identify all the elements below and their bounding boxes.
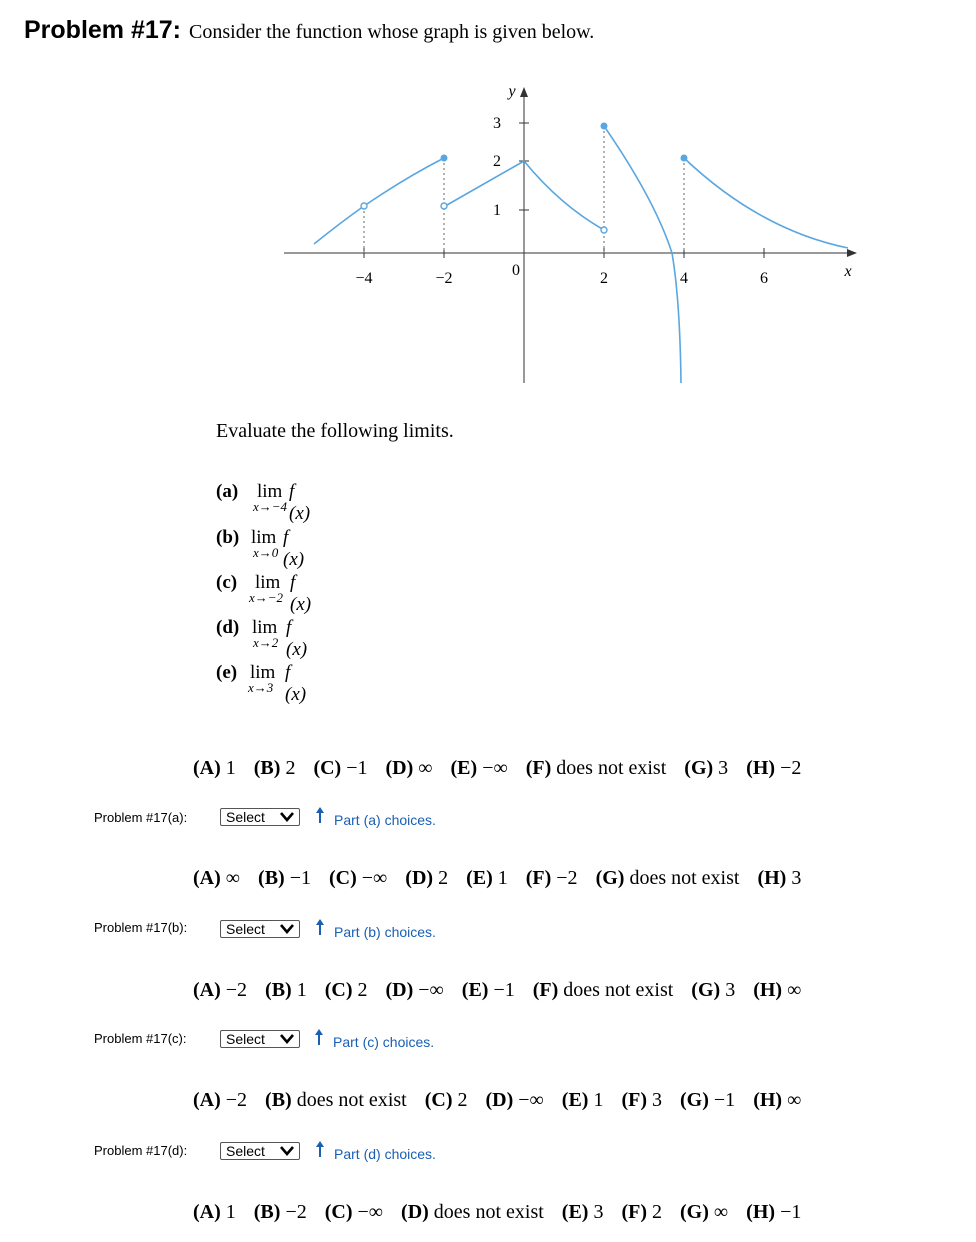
problem-part-label: Problem #17(c): [94, 1031, 187, 1046]
choice-item: (C) −∞ [328, 867, 388, 889]
choice-item: (C) 2 [324, 979, 368, 1001]
select-value: Select [226, 1031, 265, 1047]
part-choices-link[interactable]: Part (c) choices. [333, 1034, 435, 1050]
x-tick-label: −4 [355, 270, 373, 287]
choice-item: (E) 3 [561, 1201, 604, 1223]
choice-item: (G) 3 [684, 757, 729, 779]
answer-select[interactable] [220, 808, 300, 826]
choice-item: (F) does not exist [532, 979, 674, 1001]
limit-function: f (x) [283, 527, 305, 570]
choice-item: (G) ∞ [680, 1201, 729, 1223]
curve-segment-right-of-zero [524, 161, 604, 230]
x-tick-label: 2 [600, 270, 608, 287]
problem-part-label: Problem #17(a): [94, 810, 188, 825]
choice-item: (A) ∞ [193, 867, 241, 889]
choice-item: (H) −1 [746, 1201, 802, 1223]
choices-list [193, 979, 814, 1002]
select-value: Select [226, 809, 265, 825]
choice-item: (H) ∞ [753, 1089, 802, 1111]
open-point [361, 203, 367, 209]
limit-function: f (x) [286, 617, 308, 660]
limit-approach: x→0 [253, 545, 279, 560]
problem-prompt: Consider the function whose graph is given below. [189, 21, 595, 43]
y-tick-label: 3 [493, 115, 501, 132]
choice-item: (B) does not exist [265, 1089, 407, 1111]
answer-select[interactable] [220, 920, 300, 938]
choice-item: (D) −∞ [385, 979, 444, 1001]
choice-item: (B) 2 [253, 757, 296, 779]
arrow-up-icon [314, 806, 326, 824]
limit-lim: lim [257, 481, 283, 502]
curve-segment-asymptote [604, 126, 681, 383]
y-tick-label: 1 [493, 202, 501, 219]
choice-item: (C) 2 [424, 1089, 468, 1111]
limit-lim: lim [250, 662, 276, 683]
closed-point [681, 155, 688, 162]
choice-item: (E) 1 [561, 1089, 604, 1111]
part-choices-link[interactable]: Part (b) choices. [334, 924, 436, 940]
y-tick-label: 2 [493, 153, 501, 170]
part-choices-link[interactable]: Part (d) choices. [334, 1146, 436, 1162]
limit-label: (a) [216, 481, 239, 502]
choice-item: (G) −1 [680, 1089, 736, 1111]
select-value: Select [226, 1143, 265, 1159]
choices-list [193, 1201, 814, 1224]
instruction-text: Evaluate the following limits. [216, 420, 454, 442]
x-axis-label: x [844, 263, 852, 280]
closed-point [601, 123, 608, 130]
choice-item: (F) 3 [621, 1089, 663, 1111]
x-tick-label: 4 [680, 270, 688, 287]
limit-lim: lim [255, 572, 281, 593]
problem-part-label: Problem #17(b): [94, 920, 188, 935]
function-curves [314, 126, 848, 383]
chevron-down-icon [279, 923, 295, 935]
open-point [441, 203, 447, 209]
limit-lim: lim [252, 617, 278, 638]
choice-item: (D) −∞ [485, 1089, 544, 1111]
curve-segment-middle [447, 161, 524, 205]
choice-item: (B) −2 [253, 1201, 307, 1223]
limit-label: (c) [216, 572, 238, 593]
part-choices-link[interactable]: Part (a) choices. [334, 812, 436, 828]
limit-approach: x→2 [253, 635, 279, 650]
choice-item: (C) −1 [313, 757, 368, 779]
limit-function: f (x) [289, 481, 311, 524]
choice-item: (C) −∞ [324, 1201, 384, 1223]
choice-item: (D) does not exist [401, 1201, 544, 1223]
arrow-up-icon [314, 918, 326, 936]
answer-select[interactable] [220, 1030, 300, 1048]
choice-item: (G) does not exist [595, 867, 740, 889]
choice-item: (A) −2 [193, 1089, 248, 1111]
choice-item: (E) 1 [466, 867, 508, 889]
choice-item: (B) 1 [265, 979, 307, 1001]
choice-item: (D) ∞ [385, 757, 433, 779]
choice-item: (A) 1 [193, 757, 236, 779]
arrow-up-icon [314, 1140, 326, 1158]
choice-item: (D) 2 [405, 867, 449, 889]
function-graph [0, 0, 976, 400]
limit-label: (e) [216, 662, 238, 683]
chevron-down-icon [279, 811, 295, 823]
choice-item: (H) 3 [757, 867, 802, 889]
choice-item: (F) −2 [525, 867, 578, 889]
choice-item: (F) 2 [621, 1201, 663, 1223]
choices-list [193, 757, 814, 780]
limit-label: (d) [216, 617, 240, 638]
limit-approach: x→−4 [253, 499, 288, 514]
x-tick-label: 6 [760, 270, 768, 287]
answer-select[interactable] [220, 1142, 300, 1160]
limit-function: f (x) [290, 572, 312, 615]
choice-item: (E) −∞ [450, 757, 508, 779]
limit-approach: x→−2 [249, 590, 284, 605]
limit-function: f (x) [285, 662, 307, 705]
y-axis-label: y [508, 83, 516, 100]
choices-list [193, 1089, 814, 1112]
limit-approach: x→3 [248, 680, 274, 695]
limit-lim: lim [251, 527, 277, 548]
choice-item: (E) −1 [461, 979, 515, 1001]
choice-item: (F) does not exist [525, 757, 667, 779]
curve-segment-far-right [684, 158, 848, 248]
problem-part-label: Problem #17(d): [94, 1143, 188, 1158]
choices-list [193, 867, 814, 890]
curve-segment-left [314, 158, 444, 244]
choice-item: (A) 1 [193, 1201, 236, 1223]
closed-point [441, 155, 448, 162]
choice-item: (H) ∞ [753, 979, 802, 1001]
choice-item: (H) −2 [746, 757, 802, 779]
chevron-down-icon [279, 1145, 295, 1157]
select-value: Select [226, 921, 265, 937]
choice-item: (B) −1 [258, 867, 311, 889]
limit-label: (b) [216, 527, 240, 548]
x-tick-label: −2 [435, 270, 453, 287]
x-tick-label: 0 [512, 262, 520, 279]
problem-title: Problem #17: [24, 16, 182, 44]
chevron-down-icon [279, 1033, 295, 1045]
choice-item: (A) −2 [193, 979, 248, 1001]
choice-item: (G) 3 [691, 979, 736, 1001]
open-point [601, 227, 607, 233]
arrow-up-icon [313, 1028, 325, 1046]
